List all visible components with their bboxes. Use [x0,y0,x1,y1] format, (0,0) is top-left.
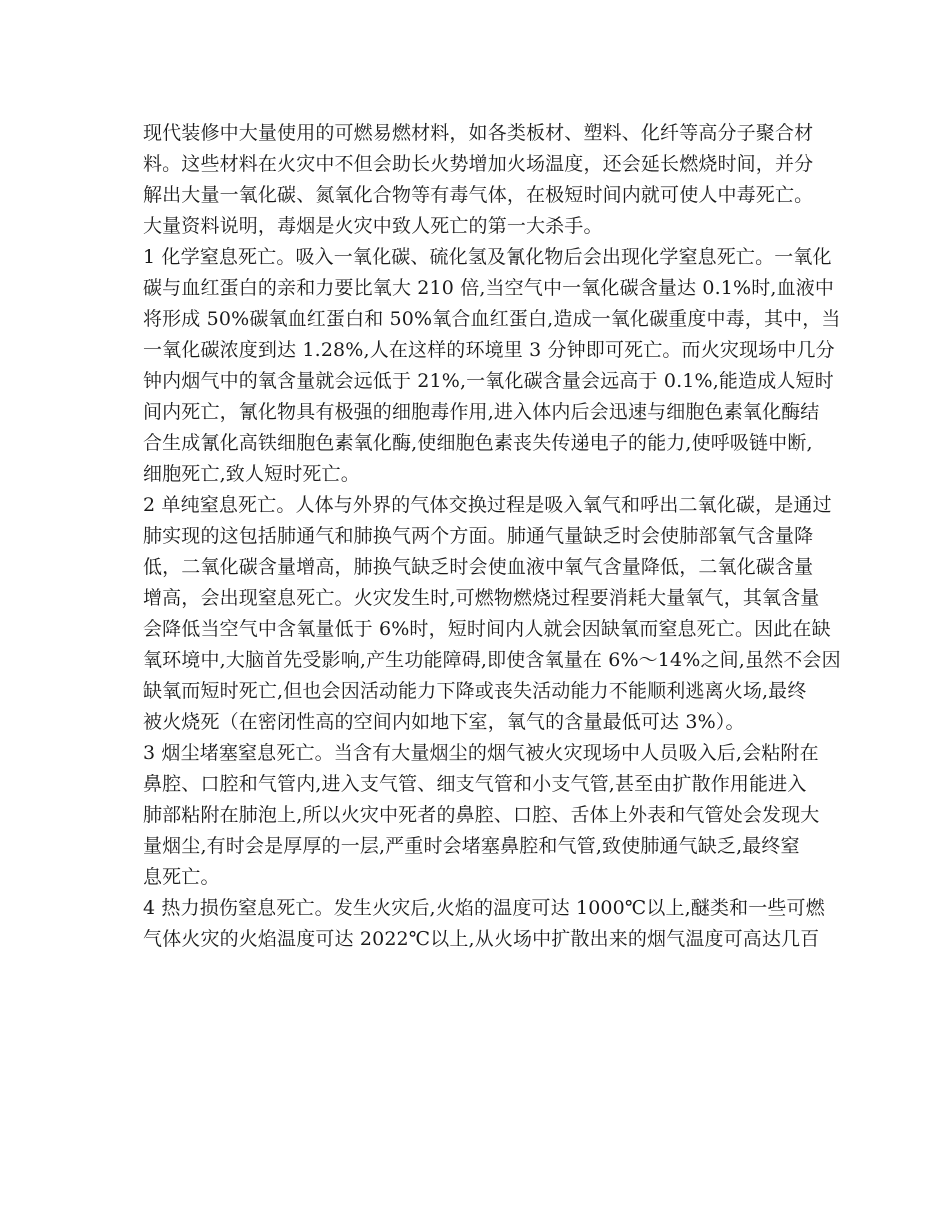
text-line: 鼻腔、口腔和气管内,进入支气管、细支气管和小支气管,甚至由扩散作用能进入 [143,773,807,795]
text-line: 息死亡。 [143,866,220,888]
text-line: 4 热力损伤窒息死亡。发生火灾后,火焰的温度可达 1000℃以上,醚类和一些可燃 [143,897,825,919]
text-line: 2 单纯窒息死亡。人体与外界的气体交换过程是吸入氧气和呼出二氧化碳，是通过 [143,494,832,516]
text-line: 3 烟尘堵塞窒息死亡。当含有大量烟尘的烟气被火灾现场中人员吸入后,会粘附在 [143,742,819,764]
text-line: 钟内烟气中的氧含量就会远低于 21%,一氧化碳含量会远高于 0.1%,能造成人短时 [143,370,834,392]
text-line: 被火烧死（在密闭性高的空间内如地下室，氧气的含量最低可达 3%）。 [143,711,745,733]
text-line: 低，二氧化碳含量增高，肺换气缺乏时会使血液中氧气含量降低，二氧化碳含量 [143,556,814,578]
text-line: 气体火灾的火焰温度可达 2022℃以上,从火场中扩散出来的烟气温度可高达几百 [143,928,820,950]
text-line: 碳与血红蛋白的亲和力要比氧大 210 倍,当空气中一氧化碳含量达 0.1%时,血液中 [143,277,835,299]
text-line: 增高，会出现窒息死亡。火灾发生时,可燃物燃烧过程要消耗大量氧气，其氧含量 [143,587,820,609]
text-line: 解出大量一氧化碳、氮氧化合物等有毒气体，在极短时间内就可使人中毒死亡。 [143,184,814,206]
text-line: 将形成 50%碳氧血红蛋白和 50%氧合血红蛋白,造成一氧化碳重度中毒，其中，当 [143,308,841,330]
text-line: 1 化学窒息死亡。吸入一氧化碳、硫化氢及氰化物后会出现化学窒息死亡。一氧化 [143,246,832,268]
text-line: 间内死亡，氰化物具有极强的细胞毒作用,进入体内后会迅速与细胞色素氧化酶结 [143,401,820,423]
text-line: 氧环境中,大脑首先受影响,产生功能障碍,即使含氧量在 6%～14%之间,虽然不会因 [143,649,841,671]
text-line: 量烟尘,有时会是厚厚的一层,严重时会堵塞鼻腔和气管,致使肺通气缺乏,最终窒 [143,835,800,857]
paragraph-intro [143,118,819,242]
paragraph-simple-asphyxia [143,490,841,738]
text-line: 现代装修中大量使用的可燃易燃材料，如各类板材、塑料、化纤等高分子聚合材 [143,122,814,144]
text-line: 细胞死亡,致人短时死亡。 [143,463,360,485]
text-line: 会降低当空气中含氧量低于 6%时，短时间内人就会因缺氧而窒息死亡。因此在缺 [143,618,831,640]
text-line: 肺部粘附在肺泡上,所以火灾中死者的鼻腔、口腔、舌体上外表和气管处会发现大 [143,804,820,826]
text-line: 肺实现的这包括肺通气和肺换气两个方面。肺通气量缺乏时会使肺部氧气含量降 [143,525,814,547]
text-line: 料。这些材料在火灾中不但会助长火势增加火场温度，还会延长燃烧时间，并分 [143,153,814,175]
paragraph-chemical-asphyxia [143,242,841,490]
document-page [143,118,841,955]
text-line: 合生成氰化高铁细胞色素氧化酶,使细胞色素丧失传递电子的能力,使呼吸链中断, [143,432,813,454]
text-line: 缺氧而短时死亡,但也会因活动能力下降或丧失活动能力不能顺利逃离火场,最终 [143,680,807,702]
paragraph-thermal-injury [143,893,825,955]
text-line: 大量资料说明，毒烟是火灾中致人死亡的第一大杀手。 [143,215,603,237]
paragraph-smoke-obstruction [143,738,819,893]
text-line: 一氧化碳浓度到达 1.28%,人在这样的环境里 3 分钟即可死亡。而火灾现场中几分 [143,339,835,361]
